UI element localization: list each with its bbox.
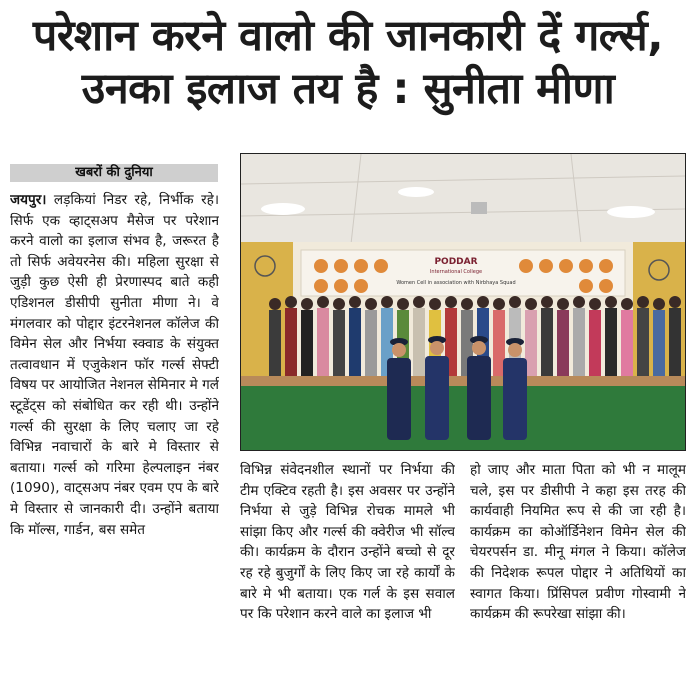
column-2-text: विभिन्न संवेदनशील स्थानों पर निर्भया की टीम एक्टिव रहती है। इस अवसर पर उन्होंने निर्भया से जुड़े विभिन्न रोचक मामले भी सांझा किए और गर्ल्स की क्वेरीज भी सॉल्व की। कार्यक्रम के दौरान उन्होंने बच्चो से दूर रह रहे बुजुर्गों के लिए किए जा रहे कार्यों के बारे मे भी बताया। एक गर्ल के इस सवाल पर कि परेशान करने वाले का इलाज भी [240,462,455,623]
column-1-text: लड़कियां निडर रहे, निर्भीक रहे। सिर्फ एक व्हाट्सअप मैसेज पर परेशान करने वालो का इलाज संभव है, जरूरत है तो सिर्फ अवेयरनेस की। महिला सुरक्षा से जुड़ी कुछ ऐसी ही प्रेरणास्पद बाते कही एडिशनल डीसीपी सुनीता मीणा ने। वे मंगलवार को पोद्दार इंटरनेशनल कॉलेज की विमेन सेल और निर्भया स्क्वाड के संयुक्त तत्वावधान में एजुकेशन फॉर गर्ल्स सेफ्टी विषय पर आयोजित नेशनल सेमिनार मे गर्ल स्टूडेंट्स को संबोधित कर रही थी। उन्होंने गर्ल्स की सुरक्षा के लिए चलाए जा रहे विभिन्न नवाचारों के बारे मे विस्तार से बताया। गर्ल्स को गरिमा हेल्पलाइन नंबर (1090), वाट्सअप नंबर एवम एप के बारे मे विस्तार से जानकारी दी। उन्होंने बताया कि मॉल्स, गार्डन, बस समेत [10,192,219,538]
dateline: जयपुर। [10,192,47,208]
seminar-group-photo [241,154,685,450]
headline-line-1: परेशान करने वालो की जानकारी दें गर्ल्स, [32,11,664,61]
ceiling-light [607,206,655,218]
headline-line-2: उनका इलाज तय है : सुनीता मीणा [81,64,615,114]
event-photo [240,153,686,451]
stage-edge [241,376,685,386]
column-3-text: हो जाए और माता पिता को भी न मालूम चले, इस पर डीसीपी ने कहा इस तरह की कार्यवाही नियमित रूप से की जा रही है। कार्यक्रम का कोऑर्डिनेशन विमेन सेल की चेयरपर्सन डा. मीनू मंगल ने किया। कॉलेज की निदेशक रूपल पोद्दार ने अतिथियों का स्वागत किया। प्रिंसिपल प्रवीण गोस्वामी ने कार्यक्रम की रूपरेखा सांझा की। [470,462,686,623]
stage-floor [241,382,685,450]
headline [0,10,696,116]
projector [471,202,487,214]
section-tag: खबरों की दुनिया [10,164,218,182]
article-column-2 [240,460,455,695]
banner-subtitle: International College [429,269,483,275]
ceiling-light [398,187,434,197]
ceiling [241,154,685,244]
ceiling-light [261,203,305,215]
banner-logo: PODDAR [434,257,478,267]
article-column-1 [10,190,219,695]
banner-caption: Women Cell in association with Nirbhaya Squad [396,280,516,286]
article-column-3 [470,460,686,695]
